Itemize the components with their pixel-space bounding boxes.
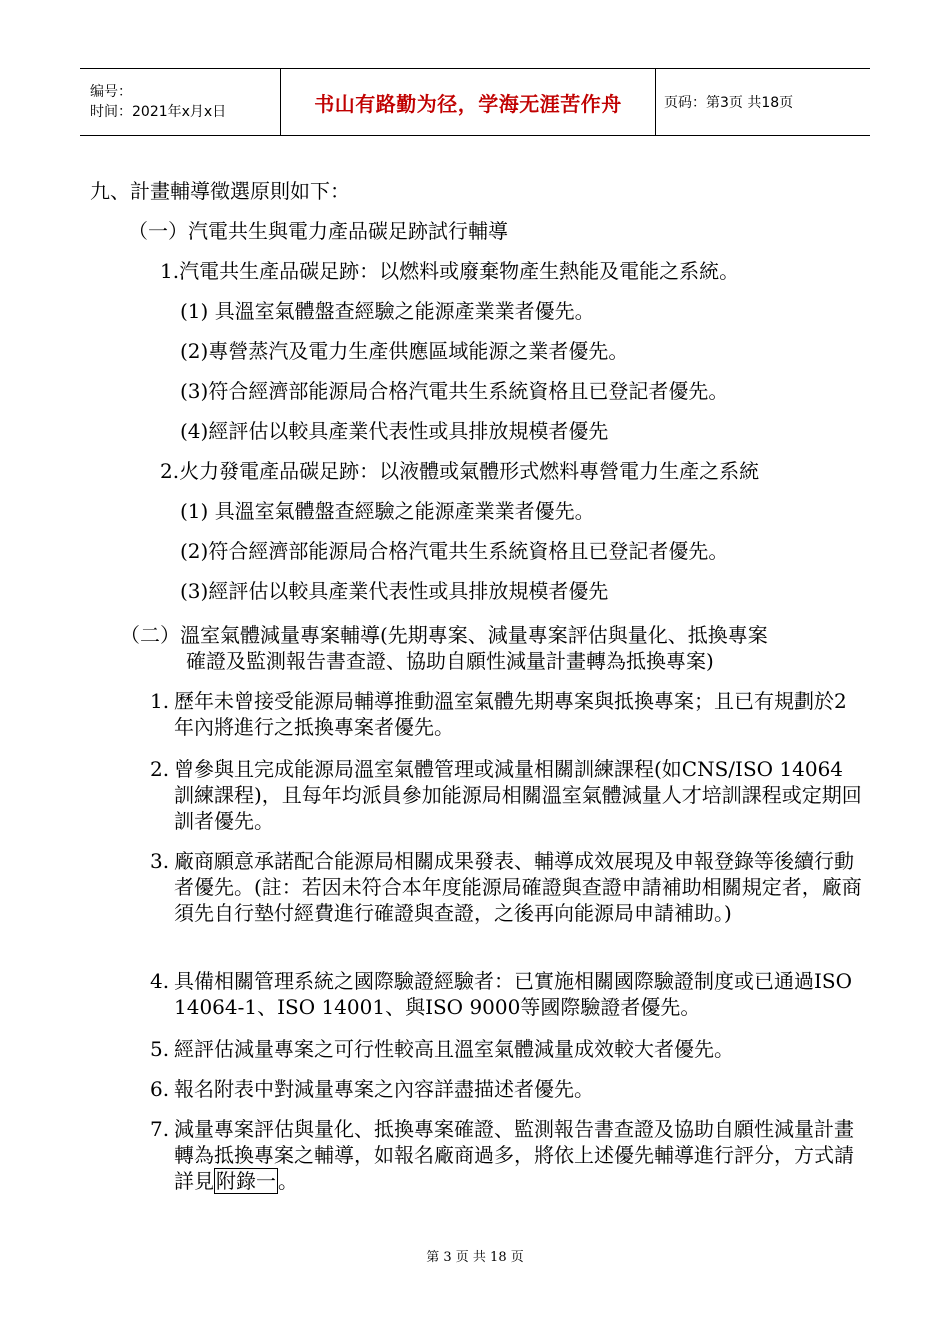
header-date-label: 时间：2021年x月x日 bbox=[90, 104, 227, 120]
item-number: 7. bbox=[150, 1117, 170, 1141]
part2-item bbox=[150, 968, 862, 1020]
item-text: 經評估減量專案之可行性較高且溫室氣體減量成效較大者優先。 bbox=[174, 1037, 734, 1061]
item-text: 減量專案評估與量化、抵換專案確證、監測報告書查證及協助自願性減量計畫轉為抵換專案之輔導，如報名廠商過多，將依上述優先輔導進行評分，方式請詳見 bbox=[174, 1117, 854, 1193]
appendix-link[interactable]: 附錄一 bbox=[216, 1169, 276, 1193]
part2-item bbox=[150, 1116, 862, 1194]
part1-item1-sub: (3)符合經濟部能源局合格汽電共生系統資格且已登記者優先。 bbox=[180, 379, 729, 403]
header-page-info: 页码：第3页 共18页 bbox=[664, 95, 794, 111]
header-meta bbox=[80, 69, 280, 135]
part1-title: （一）汽電共生與電力產品碳足跡試行輔導 bbox=[128, 219, 508, 243]
page-footer: 第 3 页 共 18 页 bbox=[426, 1250, 524, 1265]
item-text: 歷年未曾接受能源局輔導推動溫室氣體先期專案與抵換專案；且已有規劃於2年內將進行之抵換專案者優先。 bbox=[174, 689, 847, 739]
part1-item1-sub: (4)經評估以較具產業代表性或具排放規模者優先 bbox=[180, 419, 609, 443]
item-number: 6. bbox=[150, 1077, 170, 1101]
item-text: 具備相關管理系統之國際驗證經驗者：已實施相關國際驗證制度或已通過ISO 14064-1、ISO 14001、與ISO 9000等國際驗證者優先。 bbox=[174, 969, 852, 1019]
item-number: 1. bbox=[150, 689, 170, 713]
item-number: 5. bbox=[150, 1037, 170, 1061]
part2-title-line2: 確證及監測報告書查證、協助自願性減量計畫轉為抵換專案) bbox=[186, 649, 714, 673]
part1-item2-sub: (2)符合經濟部能源局合格汽電共生系統資格且已登記者優先。 bbox=[180, 539, 729, 563]
part1-item2-sub: (3)經評估以較具產業代表性或具排放規模者優先 bbox=[180, 579, 609, 603]
header-motto: 书山有路勤为径，学海无涯苦作舟 bbox=[314, 91, 622, 116]
item-number: 3. bbox=[150, 849, 170, 873]
header-motto-cell bbox=[280, 69, 656, 135]
part2-item bbox=[150, 1076, 862, 1102]
item-number: 4. bbox=[150, 969, 170, 993]
section-title: 九、計畫輔導徵選原則如下： bbox=[90, 179, 350, 203]
part1-item1-title: 1.汽電共生產品碳足跡：以燃料或廢棄物產生熱能及電能之系統。 bbox=[160, 259, 740, 283]
header-number-label: 编号： bbox=[90, 84, 132, 100]
item-tail: 。 bbox=[278, 1169, 298, 1193]
part1-item1-sub: (1) 具溫室氣體盤查經驗之能源產業業者優先。 bbox=[180, 299, 595, 323]
item-text: 廠商願意承諾配合能源局相關成果發表、輔導成效展現及申報登錄等後續行動者優先。(註：若因未符合本年度能源局確證與查證申請補助相關規定者，廠商須先自行墊付經費進行確證與查證，之後再向能源局申請補助。) bbox=[174, 849, 862, 925]
part1-item2-title: 2.火力發電產品碳足跡：以液體或氣體形式燃料專營電力生產之系統 bbox=[160, 459, 760, 483]
part2-item bbox=[150, 756, 862, 834]
item-text: 報名附表中對減量專案之內容詳盡描述者優先。 bbox=[174, 1077, 594, 1101]
part1-item1-sub: (2)專營蒸汽及電力生產供應區域能源之業者優先。 bbox=[180, 339, 629, 363]
part1-item2-sub: (1) 具溫室氣體盤查經驗之能源產業業者優先。 bbox=[180, 499, 595, 523]
part2-item bbox=[150, 1036, 862, 1062]
item-number: 2. bbox=[150, 757, 170, 781]
part2-item bbox=[150, 848, 862, 926]
page-header bbox=[80, 68, 870, 136]
part2-title-line1: （二）溫室氣體減量專案輔導(先期專案、減量專案評估與量化、抵換專案 bbox=[120, 623, 768, 647]
item-text: 曾參與且完成能源局溫室氣體管理或減量相關訓練課程(如CNS/ISO 14064訓練課程)，且每年均派員參加能源局相關溫室氣體減量人才培訓課程或定期回訓者優先。 bbox=[174, 757, 862, 833]
part2-item bbox=[150, 688, 862, 740]
